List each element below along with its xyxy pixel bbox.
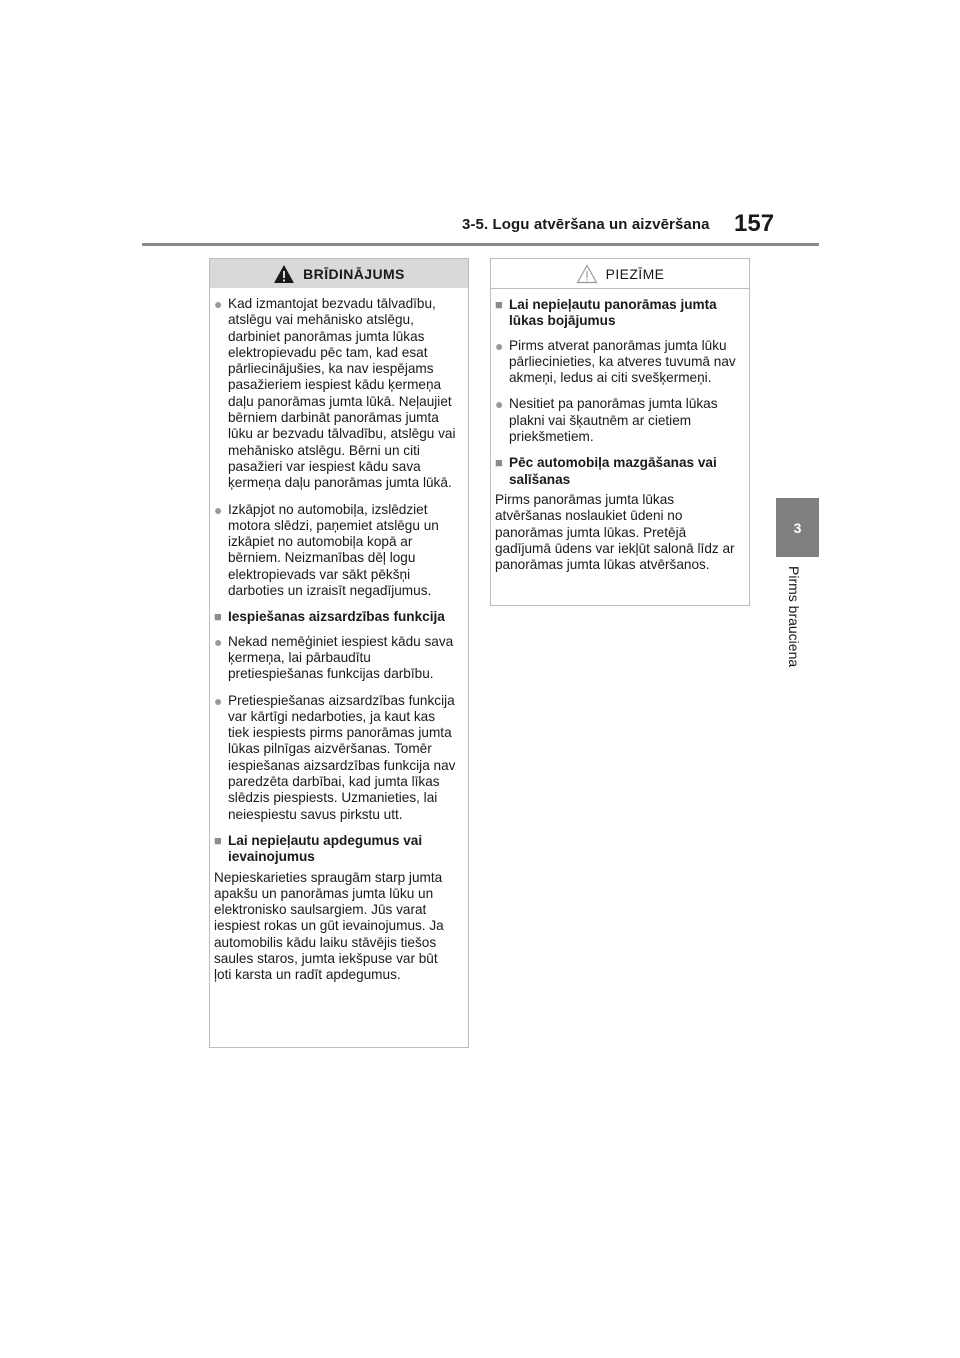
bullet-dot-icon: ●	[214, 692, 223, 709]
bullet-text: Izkāpjot no automobiļa, izslēdziet motora slēdzi, paņemiet atslēgu un izkāpiet no automobiļa kopā ar bērniem. Neizmanības dēļ logu elektropievads var sākt pēkšņi darboties un izraisīt negadījumus.	[228, 501, 439, 599]
subheading-text: Iespiešanas aizsardzības funkcija	[228, 609, 445, 625]
note-box-title: PIEZĪME	[605, 265, 665, 282]
caution-triangle-outline-icon	[576, 264, 598, 284]
chapter-side-label: Pirms brauciena	[786, 566, 802, 668]
page-number: 157	[734, 210, 775, 237]
paragraph-text: Nepieskarieties spraugām starp jumta apakšu un panorāmas jumta lūku un elektronisko saulsargiem. Jūs varat iespiest rokas un gūt ievainojumus. Ja automobilis kādu laiku stāvējis tiešos saules staros, jumta iekšpuse var būt ļoti karsta un radīt apdegumus.	[214, 869, 444, 983]
square-bullet-icon: ■	[214, 832, 222, 848]
warning-box-header	[210, 259, 468, 288]
warning-box	[209, 258, 469, 1048]
bullet-item	[495, 338, 739, 387]
bullet-text: Kad izmantojat bezvadu tālvadību, atslēgu vai mehānisko atslēgu, darbiniet panorāmas jumta lūkas elektropievadu pēc tam, kad esat pārliecinājušies, ka nav iespējams pasažieriem iespiest kādu ķermeņa daļu panorāmas jumta lūkā. Neļaujiet bērniem darbināt panorāmas jumta lūku ar bezvadu tālvadību, atslēgu vai mehānisko atslēgu. Bērni un citi pasažieri var iespiest kādu sava ķermeņa daļu panorāmas jumta lūkā.	[228, 296, 456, 491]
paragraph	[214, 870, 458, 984]
subheading	[495, 455, 739, 488]
subheading	[214, 609, 458, 625]
bullet-dot-icon: ●	[214, 633, 223, 650]
square-bullet-icon: ■	[495, 455, 503, 471]
subheading-text: Lai nepieļautu apdegumus vai ievainojumus	[228, 832, 423, 865]
bullet-dot-icon: ●	[495, 396, 504, 413]
bullet-dot-icon: ●	[495, 337, 504, 354]
bullet-dot-icon: ●	[214, 296, 223, 312]
subheading-text: Pēc automobiļa mazgāšanas vai salīšanas	[509, 455, 717, 487]
bullet-item	[214, 502, 458, 600]
note-box	[490, 258, 750, 606]
bullet-text: Nesitiet pa panorāmas jumta lūkas plakni vai šķautnēm ar cietiem priekšmetiem.	[509, 396, 718, 445]
warning-triangle-icon	[273, 264, 295, 284]
note-box-content	[495, 297, 739, 573]
bullet-dot-icon: ●	[214, 501, 223, 518]
square-bullet-icon: ■	[495, 297, 503, 312]
bullet-item	[214, 693, 458, 823]
bullet-text: Pretiespiešanas aizsardzības funkcija var kārtīgi nedarboties, ja kaut kas tiek iespiests pirms panorāmas jumta lūkas pilnīgas aizvēršanas. Tomēr iespiešanas aizsardzības funkcija nav paredzēta darbībai, kad jumta līkas slēdzis piespiests. Uzmanieties, lai neiespiestu savus pirkstu utt.	[228, 692, 456, 822]
header-rule	[142, 243, 819, 246]
square-bullet-icon: ■	[214, 609, 222, 625]
bullet-text: Pirms atverat panorāmas jumta lūku pārliecinieties, ka atveres tuvumā nav akmeņi, ledus ai citi svešķermeņi.	[509, 337, 736, 386]
subheading-text: Lai nepieļautu panorāmas jumta lūkas bojājumus	[509, 297, 717, 329]
chapter-tab[interactable]: 3	[776, 498, 819, 557]
subheading	[495, 297, 739, 330]
paragraph	[495, 492, 739, 573]
header-title: 3-5. Logu atvēršana un aizvēršana	[462, 216, 710, 233]
bullet-text: Nekad nemēģiniet iespiest kādu sava ķermeņa, lai pārbaudītu pretiespiešanas funkcijas darbību.	[228, 633, 454, 682]
note-box-header	[491, 259, 749, 289]
bullet-item	[495, 396, 739, 445]
subheading	[214, 833, 458, 866]
bullet-item	[214, 296, 458, 492]
paragraph-text: Pirms panorāmas jumta lūkas atvēršanas noslaukiet ūdeni no panorāmas jumta lūkas. Pretējā gadījumā ūdens var iekļūt salonā līdz ar panorāmas jumta lūkas atvēršanos.	[495, 491, 735, 573]
warning-box-content	[214, 296, 458, 984]
bullet-item	[214, 634, 458, 683]
warning-box-title: BRĪDINĀJUMS	[303, 265, 405, 282]
